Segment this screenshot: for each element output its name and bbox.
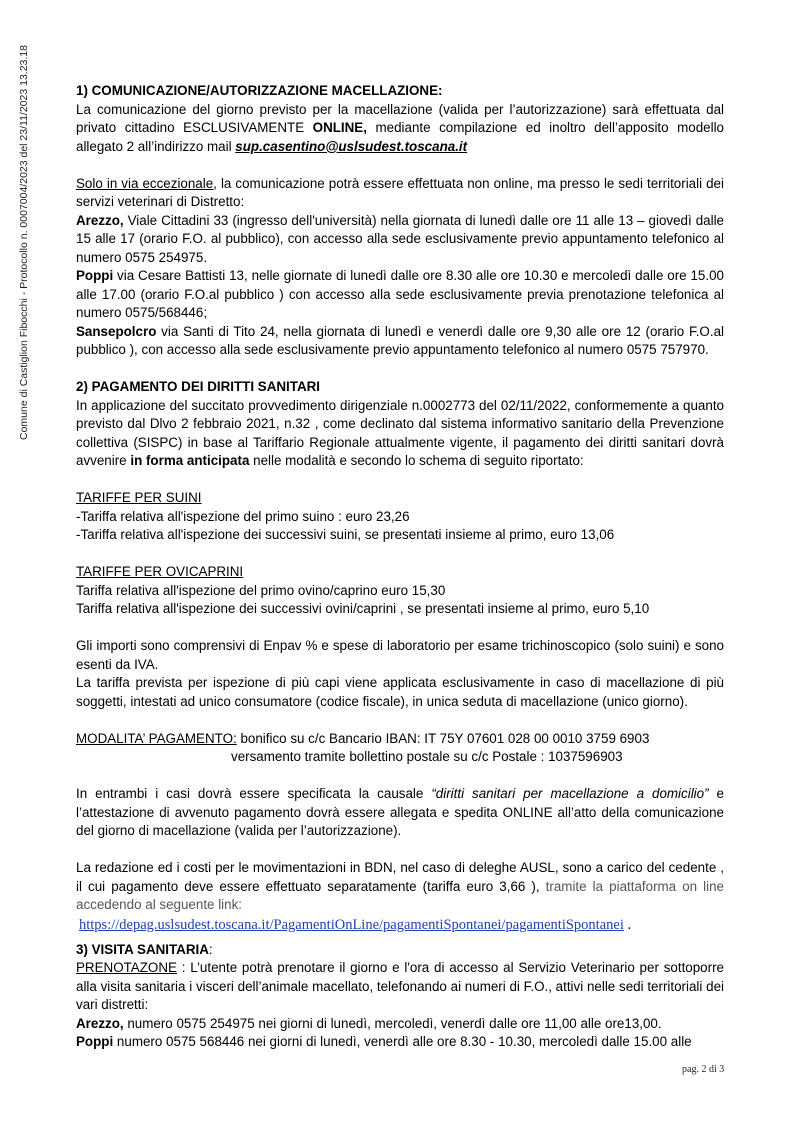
poppi-label: Poppi: [76, 268, 114, 283]
protocol-stamp-text: Comune di Castiglion Fibocchi - Protocollo n. 0007004/2023 del 23/11/2023 13.23.18: [18, 45, 30, 440]
bdn-paragraph: [76, 859, 724, 915]
text: In applicazione del succitato provvedimento dirigenziale n.0002773 del 02/11/2022, conformemente a quanto previsto dal Dlvo 2 febbraio 2021, n.32 , come declinato dal sistema informativo sanitario della Prevenzione collettiva (SISPC) in base al Tariffario Regionale attualmente vigente, il pagamento dei diritti sanitari dovrà avvenire: [76, 397, 724, 468]
email-link[interactable]: sup.casentino@uslsudest.toscana.it: [235, 138, 468, 154]
arezzo-phone: [76, 1015, 724, 1034]
text: mediante compilazione ed inoltro dell’apposito modello allegato 2 all’indirizzo mail: [76, 120, 724, 154]
text: nelle modalità e secondo lo schema di seguito riportato:: [249, 453, 584, 468]
tariff-note-1: Gli importi sono comprensivi di Enpav % e spese di laboratorio per esame trichinoscopico (solo suini) e sono esenti da IVA.: [76, 638, 724, 672]
section-2-paragraph-1: [76, 397, 724, 471]
poppi-label: Poppi: [76, 1034, 114, 1049]
text: La redazione ed i costi per le movimentazioni in BDN, nel caso di deleghe AUSL, sono a carico del cedente , il cui pagamento deve essere effettuato separatamente (tariffa euro 3,66 ),: [76, 860, 724, 894]
payment-method-label: MODALITA’ PAGAMENTO:: [76, 730, 237, 746]
text: : L’utente potrà prenotare il giorno e l'ora di accesso al Servizio Veterinario per sottoporre alla visita sanitaria i visceri dell’animale macellato, telefonando ai numeri di F.O., attivi nelle sedi territoriali dei vari distretti:: [76, 960, 724, 1012]
text: e l’attestazione di avvenuto pagamento dovrà essere allegata e spedita ONLINE all’atto della comunicazione del giorno di macellazione (valida per l’autorizzazione).: [76, 786, 724, 838]
sansepolcro-office: [76, 323, 724, 360]
payment-link-line: [76, 915, 724, 935]
text: La comunicazione del giorno previsto per la macellazione (valida per l’autorizzazione) sarà effettuata dal privato cittadino ESCLUSIVAMENTE: [76, 101, 724, 135]
page-number: pag. 2 di 3: [682, 1064, 725, 1075]
text: numero 0575 254975 nei giorni di lunedì, mercoledì, venerdì dalle ore 11,00 alle ore13,00.: [123, 1015, 662, 1031]
section-3-title: [76, 941, 724, 960]
arezzo-label: Arezzo,: [76, 1015, 124, 1031]
poppi-phone: [76, 1033, 724, 1052]
payment-link[interactable]: https://depag.uslsudest.toscana.it/PagamentiOnLine/pagamentiSpontanei/pagamentiSpontanei: [79, 916, 624, 933]
payment-method-2: versamento tramite bollettino postale su c/c Postale : 1037596903: [231, 749, 623, 764]
platform-text: tramite la piattaforma on line accedendo al seguente link:: [76, 878, 724, 912]
poppi-office: [76, 267, 724, 323]
document-body: [76, 82, 724, 1052]
causale-paragraph: [76, 785, 724, 841]
exception-emphasis: Solo in via eccezionale,: [76, 175, 217, 191]
online-emphasis: ONLINE,: [312, 120, 367, 135]
arezzo-label: Arezzo,: [76, 212, 124, 228]
section-3-title-text: 3) VISITA SANITARIA: [76, 941, 209, 957]
sansepolcro-label: Sansepolcro: [76, 323, 157, 339]
ovicaprini-tariff-1: Tariffa relativa all'ispezione del primo ovino/caprino euro 15,30: [76, 582, 446, 598]
payment-method-1: [76, 730, 724, 749]
suini-title: TARIFFE PER SUINI: [76, 490, 202, 505]
protocol-stamp: [16, 30, 32, 440]
text: via Cesare Battisti 13, nelle giornate di lunedì dalle ore 8.30 alle ore 10.30 e mercoledì dalle ore 15.00 alle 17.00 (orario F.O.al pubblico ) con accesso alla sede esclusivamente previa prenotazione telefonica al numero 0575/568446;: [76, 268, 724, 320]
text: Viale Cittadini 33 (ingresso dell'università) nella giornata di lunedì dalle ore 11 alle 13 – giovedì dalle 15 alle 17 (orario F.O. al pubblico), con accesso alla sede esclusivamente previo appuntamento telefonico al numero 0575 254975.: [76, 212, 724, 265]
anticipata-emphasis: in forma anticipata: [130, 453, 250, 468]
ovicaprini-title: TARIFFE PER OVICAPRINI: [76, 564, 244, 579]
section-1-paragraph-2: [76, 175, 724, 212]
bank-transfer-text: bonifico su c/c Bancario IBAN: IT 75Y 07601 028 00 0010 3759 6903: [236, 730, 650, 746]
tariff-note-2: La tariffa prevista per ispezione di più capi viene applicata esclusivamente in caso di macellazione di più soggetti, intestati ad unico consumatore (codice fiscale), in unica seduta di macellazione (unico giorno).: [76, 675, 724, 709]
section-3-colon: :: [208, 941, 213, 957]
text: la comunicazione potrà essere effettuata non online, ma presso le sedi territoriali dei servizi veterinari di Distretto:: [76, 175, 724, 209]
suini-tariff-1: -Tariffa relativa all'ispezione del primo suino : euro 23,26: [76, 508, 410, 524]
suini-tariff-2: -Tariffa relativa all'ispezione dei successivi suini, se presentati insieme al primo, euro 13,06: [76, 527, 615, 542]
text: In entrambi i casi dovrà essere specificata la causale: [76, 786, 432, 801]
booking-paragraph: [76, 959, 724, 1015]
section-2-title: 2) PAGAMENTO DEI DIRITTI SANITARI: [76, 379, 321, 394]
link-tail: .: [623, 916, 632, 933]
section-1-title: 1) COMUNICAZIONE/AUTORIZZAZIONE MACELLAZIONE:: [76, 83, 443, 98]
text: via Santi di Tito 24, nella giornata di lunedì e venerdì dalle ore 9,30 alle ore 12 (orario F.O.al pubblico ), con accesso alla sede esclusivamente previo appuntamento telefonico al numero 0575 757970.: [76, 323, 724, 357]
section-1-paragraph-1: [76, 101, 724, 157]
text: numero 0575 568446 nei giorni di lunedì, venerdì alle ore 8.30 - 10.30, mercoledì dalle 15.00 alle: [113, 1034, 692, 1049]
causale-text: “diritti sanitari per macellazione a domicilio”: [431, 786, 709, 801]
ovicaprini-tariff-2: Tariffa relativa all'ispezione dei successivi ovini/caprini , se presentati insieme al primo, euro 5,10: [76, 601, 650, 616]
booking-label: PRENOTAZONE: [76, 960, 177, 975]
arezzo-office: [76, 212, 724, 268]
